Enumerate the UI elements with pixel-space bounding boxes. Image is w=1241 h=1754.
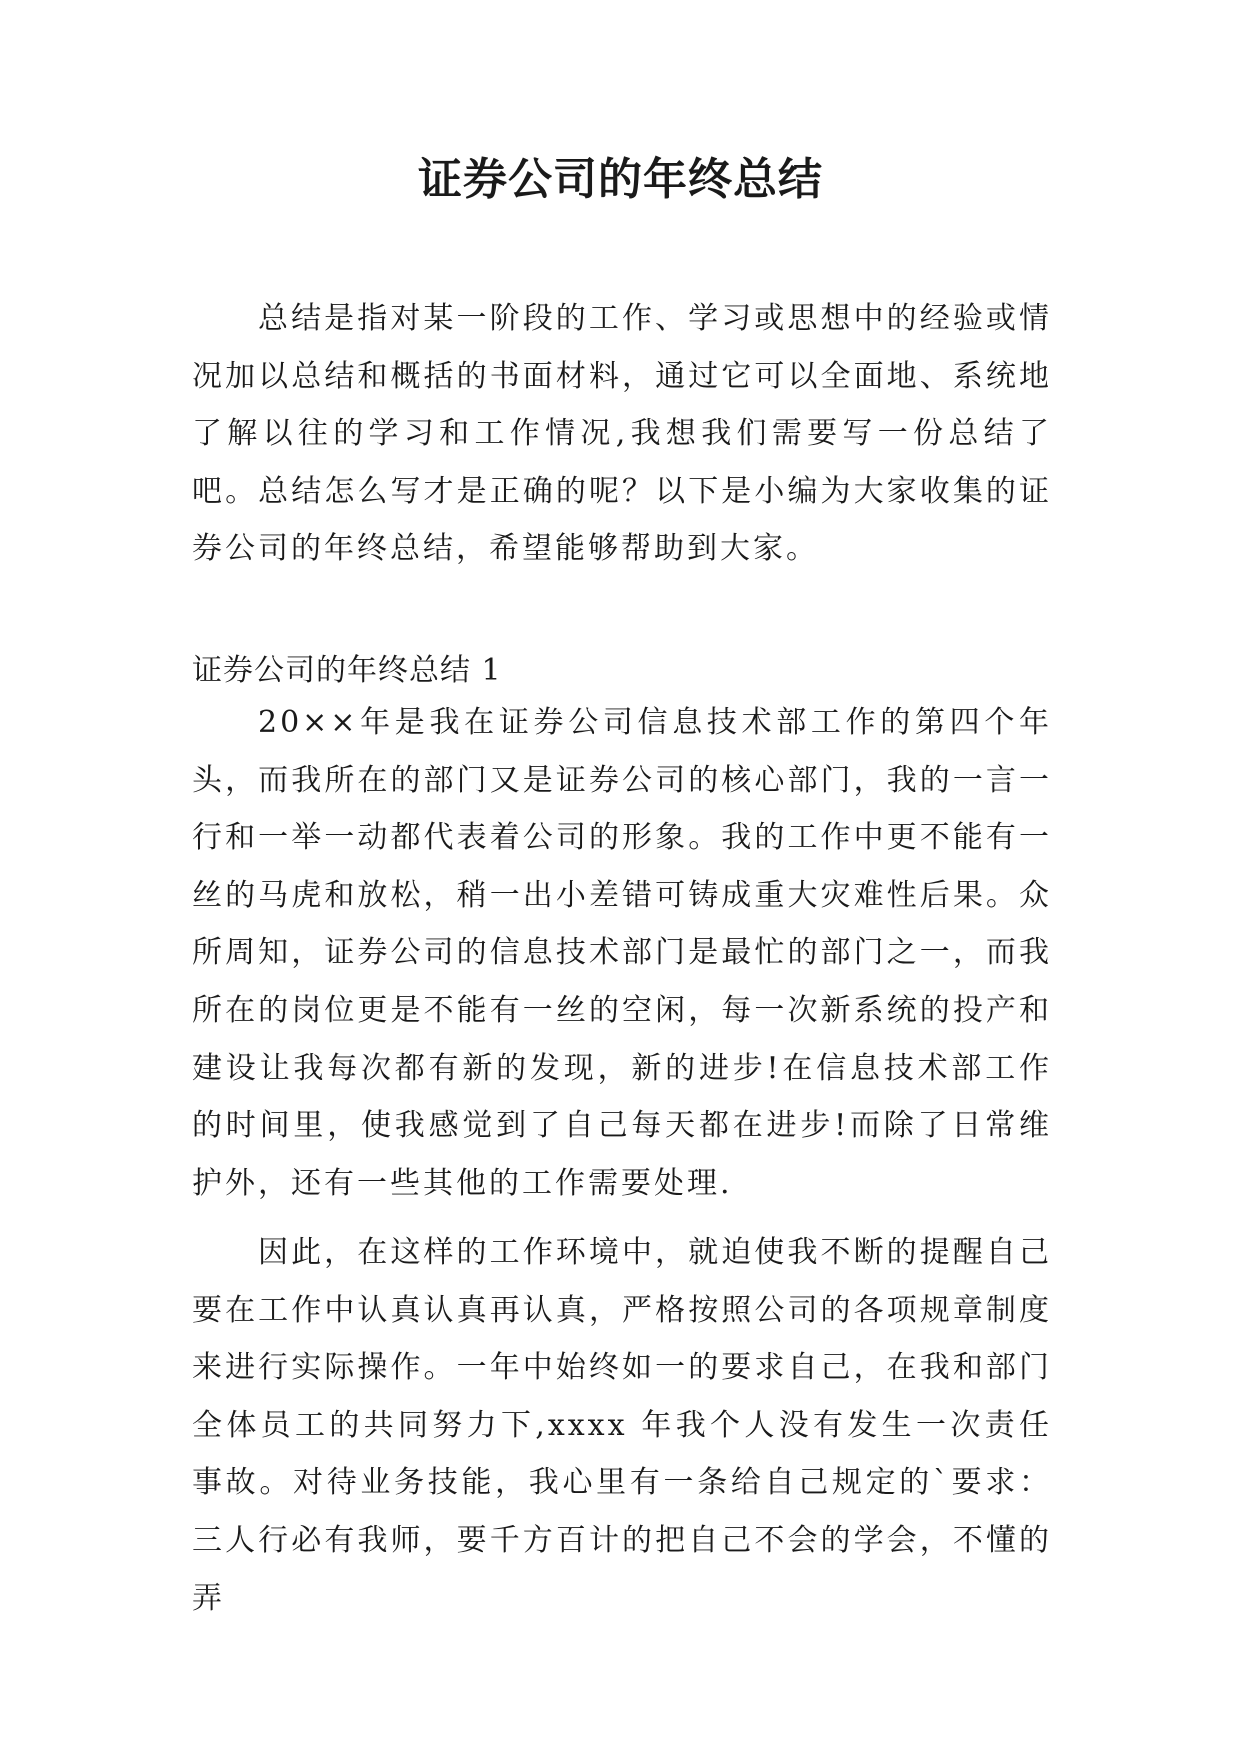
- body-paragraph: 因此，在这样的工作环境中，就迫使我不断的提醒自己要在工作中认真认真再认真，严格按照公司的各项规章制度来进行实际操作。一年中始终如一的要求自己，在我和部门全体员工的共同努力下,xxxx 年我个人没有发生一次责任事故。对待业务技能，我心里有一条给自己规定的`要求：三人行必有我师，要千方百计的把自己不会的学会，不懂的弄: [192, 1235, 1052, 1616]
- body-paragraph: 20××年是我在证券公司信息技术部工作的第四个年头，而我所在的部门又是证券公司的核心部门，我的一言一行和一举一动都代表着公司的形象。我的工作中更不能有一丝的马虎和放松，稍一出小差错可铸成重大灾难性后果。众所周知，证券公司的信息技术部门是最忙的部门之一，而我所在的岗位更是不能有一丝的空闲，每一次新系统的投产和建设让我每次都有新的发现，新的进步!在信息技术部工作的时间里，使我感觉到了自己每天都在进步!而除了日常维护外，还有一些其他的工作需要处理.: [192, 705, 1052, 1201]
- section-heading: 证券公司的年终总结 1: [192, 653, 502, 688]
- document-title: 证券公司的年终总结: [418, 154, 823, 205]
- intro-paragraph: 总结是指对某一阶段的工作、学习或思想中的经验或情况加以总结和概括的书面材料，通过它可以全面地、系统地了解以往的学习和工作情况,我想我们需要写一份总结了吧。总结怎么写才是正确的呢？以下是小编为大家收集的证券公司的年终总结，希望能够帮助到大家。: [192, 301, 1052, 567]
